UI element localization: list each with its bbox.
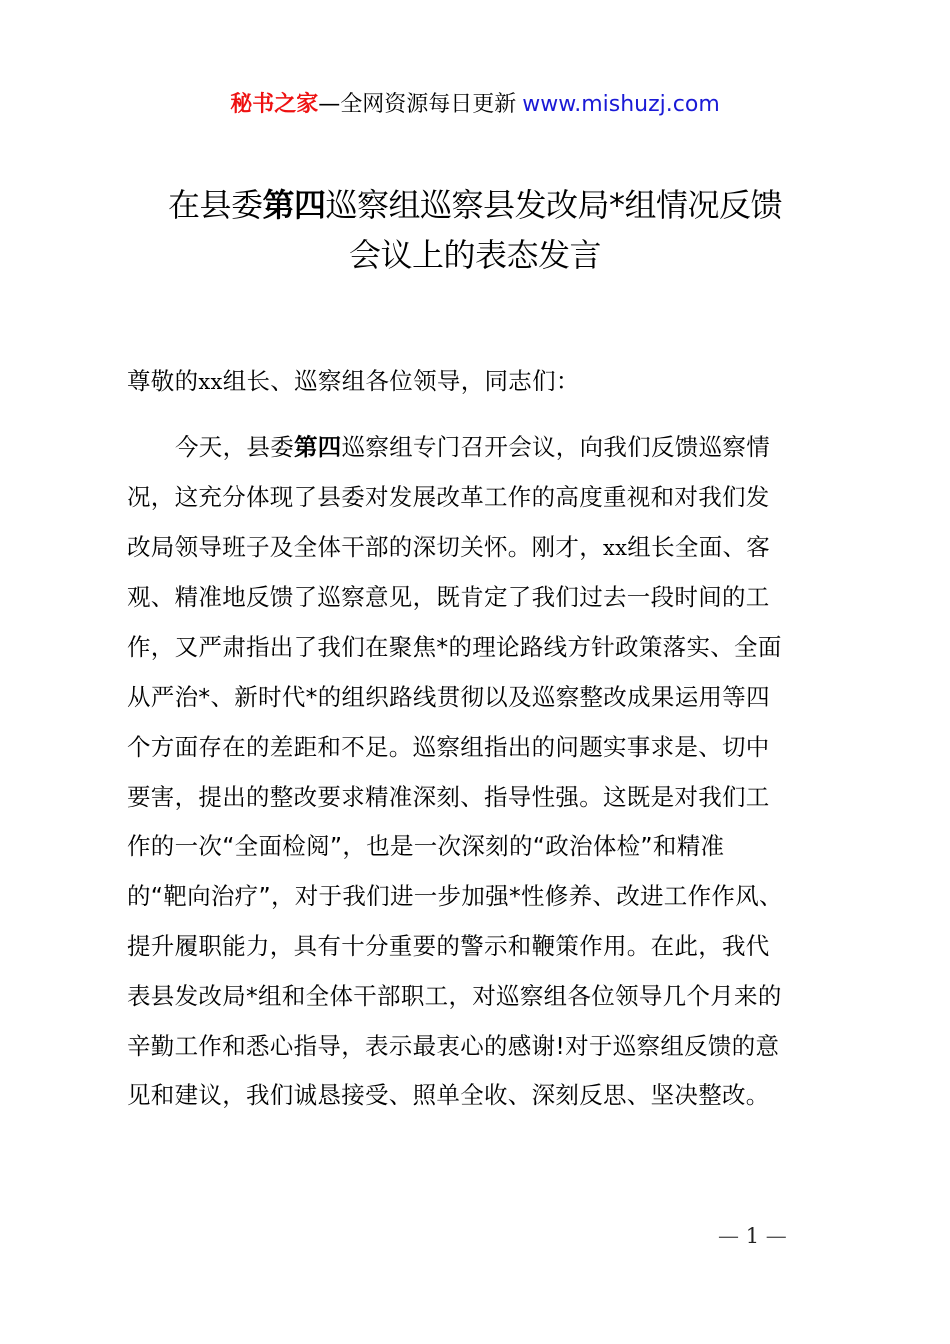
paragraph-line: 从严治*、新时代*的组织路线贯彻以及巡察整改成果运用等四 xyxy=(127,682,770,711)
paragraph-line: 表县发改局*组和全体干部职工，对巡察组各位领导几个月来的 xyxy=(127,981,782,1010)
title-text: 巡察组巡察县发改局*组情况反馈 xyxy=(325,186,783,224)
line-text: 改局领导班子及全体干部的深切关怀。刚才， xyxy=(127,532,603,561)
paragraph-line: 作的一次“全面检阅”，也是一次深刻的“政治体检”和精准 xyxy=(127,832,725,861)
site-header xyxy=(0,88,950,122)
body-paragraph xyxy=(127,423,842,1121)
dash-left: — xyxy=(718,1224,739,1248)
salutation-text: 组长、巡察组各位领导，同志们： xyxy=(222,367,580,395)
paragraph-line: 提升履职能力，具有十分重要的警示和鞭策作用。在此，我代 xyxy=(127,931,770,960)
placeholder-name: xx xyxy=(603,535,628,560)
dash-right: — xyxy=(765,1224,787,1248)
paragraph-line: 况，这充分体现了县委对发展改革工作的高度重视和对我们发 xyxy=(127,482,770,511)
title-text: 在县委 xyxy=(167,186,263,224)
page-number: 1 xyxy=(745,1224,760,1248)
paragraph-line: 要害，提出的整改要求精准深刻、指导性强。这既是对我们工 xyxy=(127,782,770,811)
paragraph-line: 作，又严肃指出了我们在聚焦*的理论路线方针政策落实、全面 xyxy=(127,633,782,662)
paragraph-line: 观、精准地反馈了巡察意见，既肯定了我们过去一段时间的工 xyxy=(127,583,770,612)
line-text: 今天，县委 xyxy=(175,433,294,461)
title-line-2: 会议上的表态发言 xyxy=(348,236,601,274)
header-slogan: —全网资源每日更新 xyxy=(318,92,517,117)
title-line-1 xyxy=(60,180,890,230)
line-text: 组长全面、客 xyxy=(627,532,771,561)
salutation xyxy=(127,364,842,399)
title-bold-text: 第四 xyxy=(262,186,326,224)
line-text: 巡察组专门召开会议，向我们反馈巡察情 xyxy=(341,433,771,461)
paragraph-line: 见和建议，我们诚恳接受、照单全收、深刻反思、坚决整改。 xyxy=(127,1081,770,1110)
page-number-footer xyxy=(718,1224,787,1248)
paragraph-line: 辛勤工作和悉心指导，表示最衷心的感谢!对于巡察组反馈的意 xyxy=(127,1031,780,1060)
paragraph-line: 的“靶向治疗”，对于我们进一步加强*性修养、改进工作作风、 xyxy=(127,882,783,911)
paragraph-line: 个方面存在的差距和不足。巡察组指出的问题实事求是、切中 xyxy=(127,732,770,761)
paragraph-line xyxy=(127,423,842,473)
paragraph-line xyxy=(127,523,842,574)
document-title xyxy=(60,180,890,280)
site-url-link[interactable]: www.mishuzj.com xyxy=(522,92,720,117)
brand-name: 秘书之家 xyxy=(230,92,319,117)
salutation-text: 尊敬的 xyxy=(127,367,199,395)
salutation-placeholder-name: xx xyxy=(198,370,223,394)
line-bold-text: 第四 xyxy=(294,433,342,461)
